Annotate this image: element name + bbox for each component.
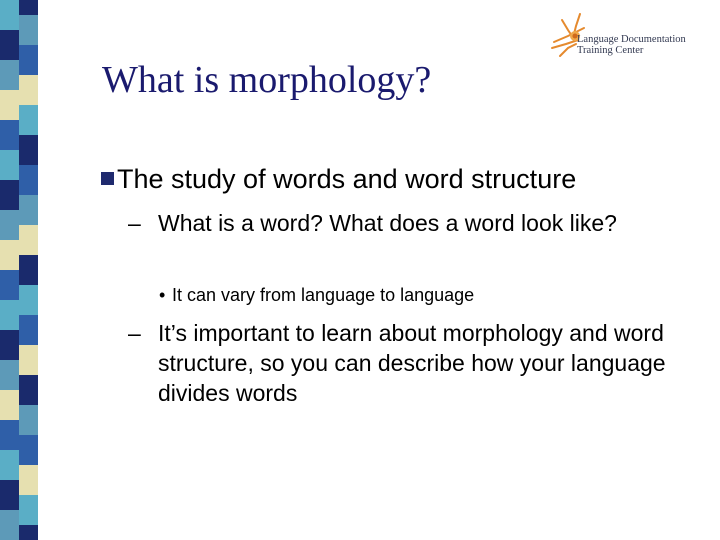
sub-bullet-1 [128,208,678,238]
slide-title: What is morphology? [102,59,432,101]
bullet-level1-text: The study of words and word structure [117,164,577,194]
dash-bullet-icon: – [128,320,141,346]
sub-bullet-2-text: It’s important to learn about morphology and word structure, so you can describe how your language divides words [158,320,666,406]
square-bullet-icon [101,172,114,185]
sub-bullet-2 [128,318,678,408]
sub-sub-bullet-1-text: It can vary from language to language [172,285,475,305]
sub-sub-bullet-1 [159,284,672,306]
logo-text-line2: Training Center [577,45,644,56]
logo-text-line1: Language Documentation [577,34,686,45]
sub-bullet-1-text: What is a word? What does a word look like? [158,210,617,236]
dot-bullet-icon: • [159,285,166,305]
dash-bullet-icon: – [128,210,141,236]
bullet-level1 [117,162,677,196]
decorative-stripe-bar [0,0,38,540]
